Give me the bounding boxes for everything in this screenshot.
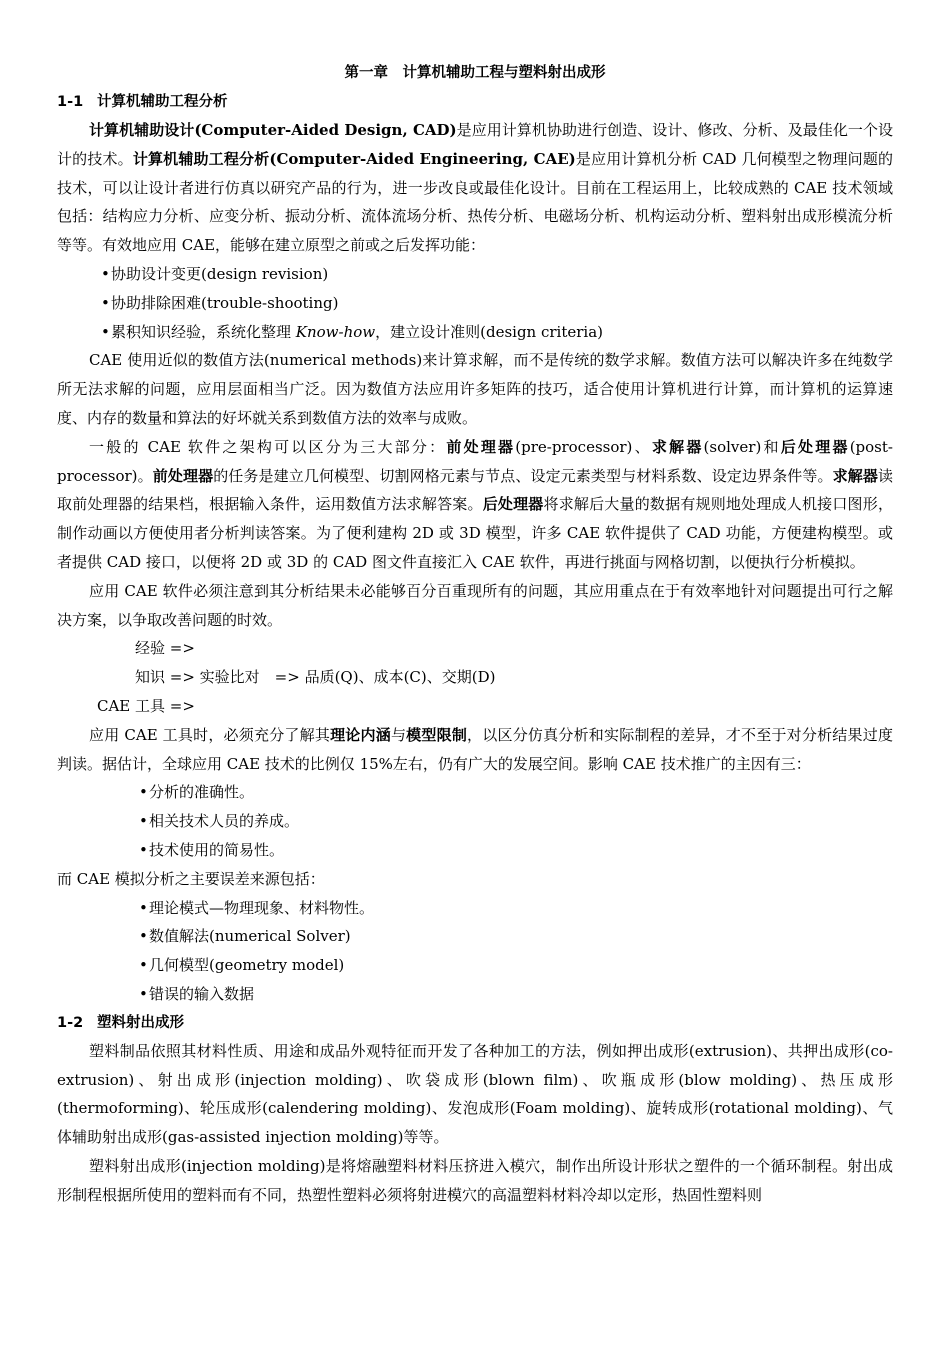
errors-list — [57, 894, 893, 1009]
bullet-icon: • — [101, 264, 110, 283]
list-item: • 分析的准确性。 — [57, 778, 893, 807]
list-item: • 协助排除困难(trouble-shooting) — [57, 289, 893, 318]
section-title: 塑料射出成形 — [97, 1014, 184, 1031]
bullet-icon: • — [139, 956, 148, 975]
cad-term: 计算机辅助设计(Computer-Aided Design, CAD) — [89, 121, 457, 139]
list-item: • 数值解法(numerical Solver) — [57, 922, 893, 951]
list-item: • 技术使用的简易性。 — [57, 836, 893, 865]
list-item: • 理论模式—物理现象、材料物性。 — [57, 894, 893, 923]
paragraph-cae-notes: 应用 CAE 软件必须注意到其分析结果未必能够百分百重现所有的问题，其应用重点在于有效率地针对问题提出可行之解决方案，以争取改善问题的时效。 — [57, 581, 893, 629]
flow-line-cae-tool: CAE 工具 => — [97, 696, 195, 715]
paragraph-injection-molding: 塑料射出成形(injection molding)是将熔融塑料材料压挤进入模穴，制作出所设计形状之塑件的一个循环制程。射出成形制程根据所使用的塑料而有不同，热塑性塑料必须将射进模穴的高温塑料材料冷却以定形，热固性塑料则 — [57, 1156, 893, 1204]
errors-intro: 而 CAE 模拟分析之主要误差来源包括： — [57, 869, 325, 888]
paragraph-text: 是应用计算机分析 CAD 几何模型之物理问题的技术，可以让设计者进行仿真以研究产品的行为，进一步改良或最佳化设计。目前在工程运用上，比较成熟的 CAE 技术领域包括：结构应力分析、应变分析、振动分析、流体流场分析、热传分析、电磁场分析、机构运动分析、塑料射出成形模流分析等等。有效地应用 CAE，能够在建立原型之前或之后发挥功能： — [57, 149, 893, 255]
section-number: 1-2 — [57, 1014, 84, 1031]
section-heading-1-1 — [57, 88, 893, 116]
list-item: • 协助设计变更(design revision) — [57, 260, 893, 289]
cae-term: 计算机辅助工程分析(Computer-Aided Engineering, CAE) — [132, 149, 576, 168]
paragraph-cae-architecture: 一般的 CAE 软件之架构可以区分为三大部分：前处理器(pre-processor)、求解器(solver)和后处理器(post-processor)。前处理器的任务是建立几何模型、切割网格元素与节点、设定元素类型与材料系数、设定边界条件等。求解器读取前处理器的结果档，根据输入条件，运用数值方法求解答案。后处理器将求解后大量的数据有规则地处理成人机接口图形，制作动画以方便使用者分析判读答案。为了便利建构 2D 或 3D 模型，许多 CAE 软件提供了 CAD 功能，方便建构模型。或者提供 CAD 接口，以便将 2D 或 3D 的 CAD 图文件直接汇入 CAE 软件，再进行挑面与网格切割，以便执行分析模拟。 — [57, 437, 893, 571]
cae-functions-list — [57, 260, 893, 346]
bullet-icon: • — [139, 984, 148, 1003]
list-item: • 错误的输入数据 — [57, 980, 893, 1009]
bullet-icon: • — [139, 783, 148, 802]
bullet-icon: • — [139, 898, 148, 917]
know-how-term: Know-how — [295, 322, 376, 341]
section-number: 1-1 — [57, 94, 84, 110]
paragraph-plastic-processes: 塑料制品依照其材料性质、用途和成品外观特征而开发了各种加工的方法，例如押出成形(extrusion)、共押出成形(co-extrusion)、射出成形(injection molding)、吹袋成形(blown film)、吹瓶成形(blow molding)、热压成形(thermoforming)、轮压成形(calendering molding)、发泡成形(Foam molding)、旋转成形(rotational molding)、气体辅助射出成形(gas-assisted injection molding)等等。 — [57, 1041, 893, 1147]
list-item: • 相关技术人员的养成。 — [57, 807, 893, 836]
list-item: • 累积知识经验，系统化整理 Know-how，建立设计准则(design criteria) — [57, 318, 893, 347]
bullet-icon: • — [101, 293, 110, 312]
paragraph-cad-cae — [57, 116, 893, 260]
bullet-icon: • — [139, 812, 148, 831]
list-item: • 几何模型(geometry model) — [57, 951, 893, 980]
bullet-icon: • — [139, 840, 148, 859]
bullet-icon: • — [101, 322, 110, 341]
flow-line-knowledge: 知识 => 实验比对 => 品质(Q)、成本(C)、交期(D) — [135, 668, 496, 687]
factors-list — [57, 778, 893, 864]
paragraph-text: 是应用计算机协助进行创造、设计、修改、分析、及最佳化一个设计的技术。 — [57, 121, 893, 168]
section-title: 计算机辅助工程分析 — [97, 94, 228, 110]
chapter-title: 第一章 计算机辅助工程与塑料射出成形 — [344, 65, 606, 81]
section-heading-1-2 — [57, 1009, 893, 1037]
paragraph-numerical-methods: CAE 使用近似的数值方法(numerical methods)来计算求解，而不是传统的数学求解。数值方法可以解决许多在纯数学所无法求解的问题，应用层面相当广泛。因为数值方法应用许多矩阵的技巧，适合使用计算机进行计算，而计算机的运算速度、内存的数量和算法的好坏就关系到数值方法的效率与成败。 — [57, 351, 893, 427]
bullet-icon: • — [139, 927, 148, 946]
flow-line-experience: 经验 => — [135, 639, 195, 658]
paragraph-cae-application: 应用 CAE 工具时，必须充分了解其理论内涵与模型限制，以区分仿真分析和实际制程的差异，才不至于对分析结果过度判读。据估计，全球应用 CAE 技术的比例仅 15%左右，仍有广大的发展空间。影响 CAE 技术推广的主因有三： — [57, 725, 893, 773]
